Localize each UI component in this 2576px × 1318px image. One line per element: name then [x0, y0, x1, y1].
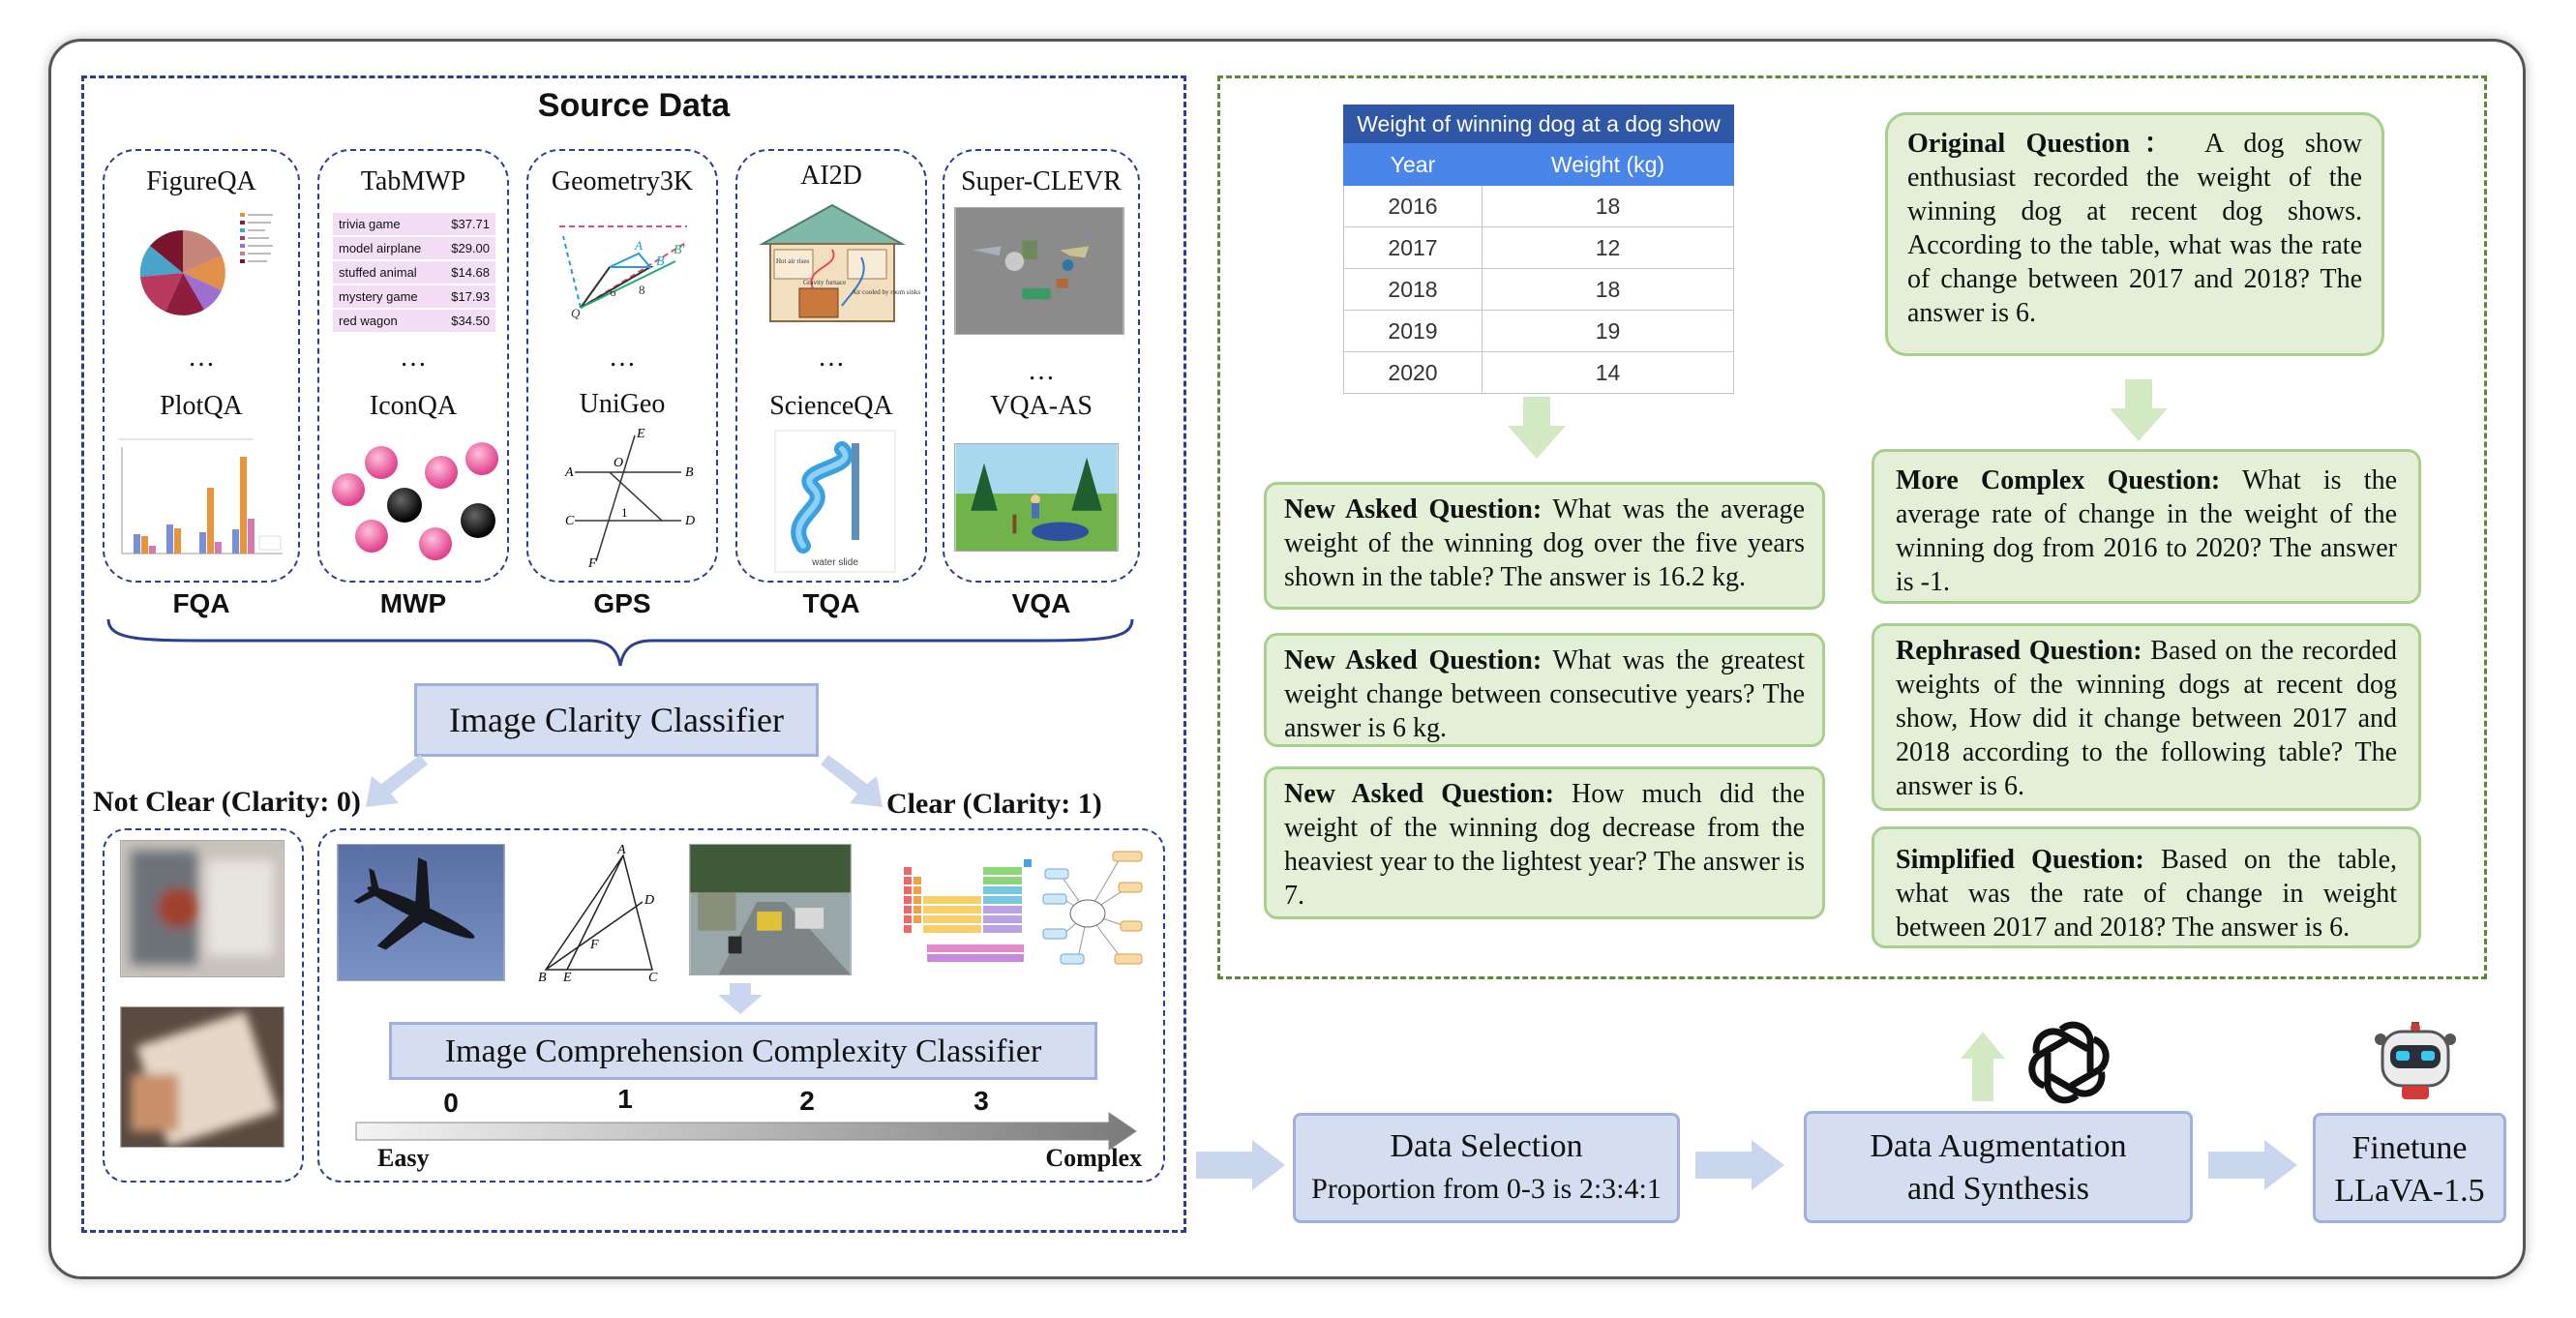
table-cell: 12 [1483, 227, 1734, 269]
category-label: VQA [1011, 588, 1071, 618]
ai2d-house-thumbnail [755, 199, 921, 325]
triangle-label: B [538, 971, 547, 985]
triangle-label: A [617, 843, 626, 857]
arrow-up-green [1959, 1032, 2007, 1101]
robot-icon [2373, 1022, 2458, 1103]
table-cell: 2020 [1344, 352, 1483, 394]
dataset-name: ScienceQA [769, 391, 893, 421]
flow-arrow [2208, 1138, 2299, 1192]
tabmwp-price: $17.93 [451, 289, 490, 304]
image-clarity-classifier: Image Clarity Classifier [414, 683, 819, 757]
geometry-label: B' [674, 243, 685, 257]
dataset-name: AI2D [800, 161, 862, 191]
triangle-label: C [648, 971, 658, 985]
dataset-name: Super-CLEVR [961, 166, 1122, 196]
question-text: Based on the recorded weights of the winning dogs at recent dog show, How did it change between 2017 and 2018 according to the following table? The answer is 6. [1896, 636, 2398, 801]
unigeo-label: 1 [621, 505, 628, 520]
dataset-name: Geometry3K [551, 166, 694, 196]
table-cell: 18 [1483, 186, 1734, 227]
triangle-geometry [538, 843, 664, 985]
dataset-name: UniGeo [579, 389, 666, 419]
unigeo-label: E [637, 427, 645, 441]
tabmwp-item: stuffed animal [339, 265, 417, 280]
variant-question-box [1872, 623, 2421, 811]
finetune-box [2313, 1113, 2506, 1223]
arrow-down-green [1506, 397, 1568, 461]
clear-label: Clear (Clarity: 1) [886, 788, 1102, 820]
data-selection-subtitle: Proportion from 0-3 is 2:3:4:1 [1311, 1173, 1662, 1205]
geometry-label: 8 [639, 283, 645, 297]
ellipsis: … [818, 343, 845, 373]
tabmwp-price: $14.68 [451, 265, 490, 280]
tabmwp-item: trivia game [339, 217, 401, 231]
blurry-photo-1 [120, 840, 285, 977]
dataset-name: IconQA [369, 391, 458, 421]
question-label: Rephrased Question: [1896, 636, 2142, 666]
tabmwp-row [333, 310, 495, 334]
geometry-label: Q [571, 306, 581, 320]
table-cell: 19 [1483, 311, 1734, 352]
blurry-photo-2 [120, 1006, 285, 1148]
category-label: FQA [172, 588, 230, 618]
data-augmentation-box [1804, 1111, 2193, 1223]
table-header: Weight (kg) [1483, 144, 1734, 186]
question-label: New Asked Question: [1284, 779, 1554, 809]
tabmwp-item: red wagon [339, 314, 398, 328]
unigeo-label: C [565, 514, 575, 528]
easy-label: Easy [377, 1144, 430, 1172]
question-label: More Complex Question: [1896, 465, 2221, 495]
periodic-table-mindmap [898, 846, 1146, 977]
dataset-name: TabMWP [360, 166, 466, 196]
unigeo-label: B [685, 465, 694, 480]
tabmwp-row [333, 261, 495, 285]
unigeo-thumbnail [555, 426, 701, 571]
tabmwp-row [333, 237, 495, 261]
question-text: How much did the weight of the winning dog decrease from the heaviest year to the lightest year? The answer is 7. [1284, 779, 1805, 911]
table-row [1344, 227, 1734, 269]
tabmwp-item: mystery game [339, 289, 418, 304]
variant-question-box [1872, 449, 2421, 604]
geometry-label: B [656, 255, 665, 269]
data-selection-box [1293, 1113, 1680, 1223]
geometry3k-thumbnail [542, 207, 706, 323]
dataset-name: FigureQA [146, 166, 256, 196]
geometry-label: 6 [610, 285, 616, 299]
new-question-box [1264, 482, 1825, 610]
triangle-label: D [644, 893, 655, 908]
flow-arrow [1196, 1138, 1287, 1192]
ellipsis: … [188, 343, 215, 373]
augmentation-line: Data Augmentation [1870, 1128, 2127, 1164]
dataset-name: PlotQA [160, 391, 243, 421]
unigeo-label: F [588, 556, 597, 571]
arrow-down-green [2108, 379, 2170, 443]
figureqa-pie-thumbnail [130, 207, 281, 333]
table-header: Year [1344, 144, 1483, 186]
ai2d-label: Gravity furnace [803, 279, 847, 286]
unigeo-label: O [614, 456, 624, 470]
new-question-box [1264, 766, 1825, 919]
ellipsis: … [609, 343, 636, 373]
table-cell: 18 [1483, 269, 1734, 311]
question-text: What is the average rate of change in the weight of the winning dog from 2016 to 2020? The answer is -1. [1896, 465, 2397, 597]
finetune-line: LLaVA-1.5 [2334, 1173, 2485, 1209]
triangle-label: E [563, 971, 572, 985]
question-text: What was the greatest weight change between consecutive years? The answer is 6 kg. [1284, 645, 1805, 743]
ai2d-label: Air cooled by room sinks [852, 288, 921, 296]
scale-tick: 3 [973, 1086, 989, 1116]
complex-label: Complex [1045, 1144, 1142, 1172]
new-question-box [1264, 633, 1825, 747]
scienceqa-caption: water slide [812, 557, 858, 568]
data-selection-title: Data Selection [1390, 1128, 1583, 1164]
table-row [1344, 352, 1734, 394]
geometry-label: A [635, 238, 643, 253]
scale-tick: 1 [617, 1084, 633, 1114]
tabmwp-row [333, 213, 495, 237]
table-row [1344, 186, 1734, 227]
original-question-box [1885, 112, 2384, 356]
vqa-as-thumbnail [954, 443, 1119, 552]
weight-table [1343, 105, 1734, 394]
source-title: Source Data [537, 87, 731, 124]
triangle-label: F [590, 938, 599, 952]
arrow-down [716, 983, 764, 1016]
arrow-right-down [819, 751, 886, 811]
category-label: TQA [802, 588, 860, 618]
table-row [1344, 269, 1734, 311]
dataset-name: VQA-AS [990, 391, 1093, 421]
not-clear-label: Not Clear (Clarity: 0) [93, 786, 361, 818]
ai2d-label: Hot air rises [776, 257, 810, 265]
plotqa-bar-thumbnail [108, 428, 292, 563]
question-text: Based on the table, what was the rate of change in weight between 2017 and 2018? The answer is 6. [1896, 845, 2397, 943]
grouping-brace [105, 615, 1136, 670]
scale-tick: 2 [799, 1086, 815, 1116]
openai-logo-icon [2022, 1016, 2115, 1109]
unigeo-label: D [685, 514, 696, 528]
augmentation-line: and Synthesis [1907, 1171, 2089, 1207]
scale-tick: 0 [443, 1088, 459, 1118]
ellipsis: … [400, 343, 427, 373]
scienceqa-waterslide-thumbnail [774, 430, 896, 573]
table-cell: 2017 [1344, 227, 1483, 269]
tabmwp-price: $29.00 [451, 241, 490, 255]
table-title: Weight of winning dog at a dog show [1343, 105, 1734, 143]
tabmwp-price: $37.71 [451, 217, 490, 231]
question-label: New Asked Question: [1284, 645, 1543, 675]
category-label: MWP [379, 588, 447, 618]
ellipsis: … [1028, 356, 1055, 386]
finetune-line: Finetune [2351, 1130, 2468, 1166]
tabmwp-item: model airplane [339, 241, 422, 255]
question-text: What was the average weight of the winning dog over the five years shown in the table? The answer is 16.2 kg. [1284, 494, 1806, 592]
question-label: Original Question： [1907, 129, 2186, 159]
airplane-photo [337, 844, 505, 981]
tabmwp-row [333, 285, 495, 310]
question-text: A dog show enthusiast recorded the weight of the winning dog at recent dog shows. According to the table, what was the rate of change between 2017 and 2018? The answer is 6. [1907, 129, 2362, 328]
question-label: New Asked Question: [1284, 494, 1543, 524]
street-photo [689, 844, 852, 975]
table-cell: 2019 [1344, 311, 1483, 352]
table-cell: 2016 [1344, 186, 1483, 227]
flow-arrow [1695, 1138, 1786, 1192]
table-cell: 14 [1483, 352, 1734, 394]
unigeo-label: A [565, 465, 574, 480]
iconqa-balls-thumbnail [323, 434, 505, 565]
table-row [1344, 311, 1734, 352]
category-label: GPS [593, 588, 651, 618]
table-cell: 2018 [1344, 269, 1483, 311]
complexity-classifier: Image Comprehension Complexity Classifier [389, 1022, 1097, 1080]
question-label: Simplified Question: [1896, 845, 2144, 875]
variant-question-box [1872, 826, 2421, 948]
tabmwp-table-thumbnail [333, 213, 495, 334]
tabmwp-price: $34.50 [451, 314, 490, 328]
super-clevr-thumbnail [954, 207, 1124, 335]
